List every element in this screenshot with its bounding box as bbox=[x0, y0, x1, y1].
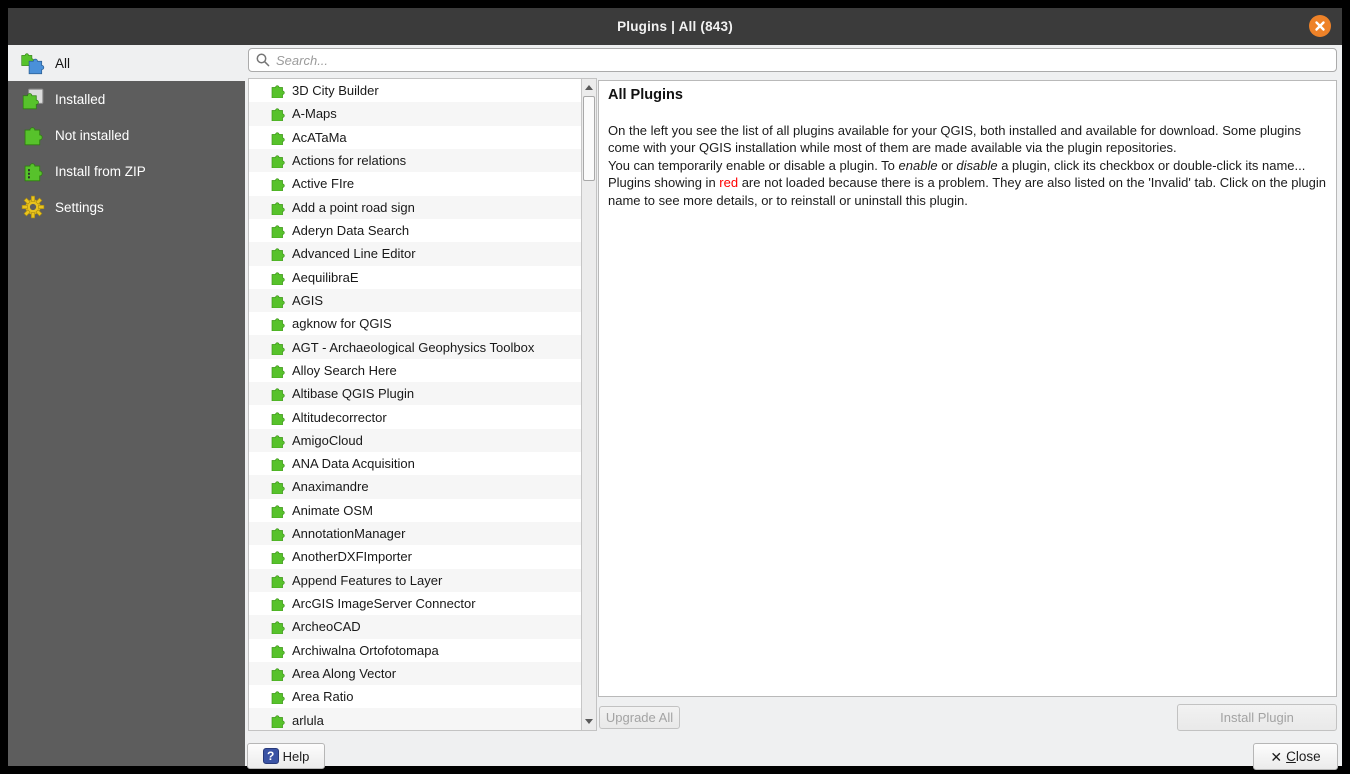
plugin-name: ANA Data Acquisition bbox=[292, 456, 415, 472]
plugin-name: AGIS bbox=[292, 292, 324, 308]
plugin-list-item[interactable] bbox=[249, 149, 581, 172]
plugin-list-item[interactable] bbox=[249, 405, 581, 428]
plugin-icon bbox=[270, 549, 285, 564]
sidebar-item-all[interactable] bbox=[8, 45, 245, 81]
plugin-icon bbox=[270, 643, 285, 658]
window-title: Plugins | All (843) bbox=[617, 19, 733, 34]
red-highlight-text: red bbox=[719, 175, 739, 191]
plugin-icon bbox=[270, 270, 285, 285]
plugin-icon bbox=[270, 386, 285, 401]
plugin-name: AnotherDXFImporter bbox=[292, 549, 412, 565]
plugin-icon bbox=[270, 176, 285, 191]
plugin-list-item[interactable] bbox=[249, 708, 581, 731]
plugin-list-item[interactable] bbox=[249, 79, 581, 102]
plugin-list-item[interactable] bbox=[249, 266, 581, 289]
search-icon bbox=[255, 52, 271, 68]
close-icon bbox=[1314, 20, 1326, 32]
plugin-list-item[interactable] bbox=[249, 335, 581, 358]
sidebar-item-settings[interactable] bbox=[8, 189, 245, 225]
plugin-name: Altibase QGIS Plugin bbox=[292, 386, 415, 402]
plugin-list-item[interactable] bbox=[249, 382, 581, 405]
plugin-icon bbox=[270, 479, 285, 494]
plugin-icon bbox=[270, 223, 285, 238]
plugin-name: AnnotationManager bbox=[292, 526, 406, 542]
plugin-name: Add a point road sign bbox=[292, 199, 415, 215]
plugin-name: arlula bbox=[292, 712, 324, 728]
close-x-icon: ✕ bbox=[1270, 748, 1283, 765]
plugin-name: AmigoCloud bbox=[292, 432, 363, 448]
plugin-name: 3D City Builder bbox=[292, 83, 379, 99]
plugin-name: Actions for relations bbox=[292, 153, 407, 169]
plugin-name: Active FIre bbox=[292, 176, 355, 192]
plugin-name: AGT - Archaeological Geophysics Toolbox bbox=[292, 339, 535, 355]
plugin-icon bbox=[270, 363, 285, 378]
install-plugin-button[interactable]: Install Plugin bbox=[1177, 704, 1337, 731]
plugin-icon bbox=[270, 456, 285, 471]
sidebar-item-label: Install from ZIP bbox=[55, 163, 146, 179]
help-icon: ? bbox=[263, 748, 279, 764]
plugin-name: Animate OSM bbox=[292, 502, 373, 518]
all-plugins-icon bbox=[19, 50, 46, 77]
sidebar-item-label: Installed bbox=[55, 91, 106, 107]
plugin-icon bbox=[270, 130, 285, 145]
scroll-down-arrow-icon[interactable] bbox=[582, 714, 596, 729]
plugin-list-item[interactable] bbox=[249, 126, 581, 149]
close-button[interactable]: ✕ Close bbox=[1253, 743, 1338, 770]
content-area bbox=[245, 45, 1342, 766]
plugin-list-item[interactable] bbox=[249, 452, 581, 475]
plugin-list-item[interactable] bbox=[249, 196, 581, 219]
plugin-list-rows bbox=[249, 79, 581, 730]
plugin-list-item[interactable] bbox=[249, 615, 581, 638]
search-box[interactable] bbox=[248, 48, 1337, 72]
plugin-list-scrollbar[interactable] bbox=[581, 79, 596, 730]
plugin-icon bbox=[270, 526, 285, 541]
plugin-name: Area Along Vector bbox=[292, 665, 397, 681]
plugin-list-item[interactable] bbox=[249, 592, 581, 615]
plugin-icon bbox=[270, 200, 285, 215]
plugin-icon bbox=[270, 666, 285, 681]
plugin-icon bbox=[270, 619, 285, 634]
install-zip-icon bbox=[19, 158, 46, 185]
plugin-name: ArcheoCAD bbox=[292, 619, 361, 635]
plugin-list-item[interactable] bbox=[249, 102, 581, 125]
plugin-icon bbox=[270, 106, 285, 121]
plugin-list-item[interactable] bbox=[249, 499, 581, 522]
plugin-list-item[interactable] bbox=[249, 685, 581, 708]
plugin-list-item[interactable] bbox=[249, 545, 581, 568]
window-close-button[interactable] bbox=[1309, 15, 1331, 37]
not-installed-icon bbox=[19, 122, 46, 149]
plugin-list bbox=[248, 78, 597, 731]
titlebar[interactable] bbox=[8, 8, 1342, 45]
plugin-icon bbox=[270, 246, 285, 261]
sidebar bbox=[8, 45, 245, 766]
sidebar-item-install-from-zip[interactable] bbox=[8, 153, 245, 189]
plugin-name: Append Features to Layer bbox=[292, 572, 443, 588]
plugin-list-item[interactable] bbox=[249, 242, 581, 265]
settings-gear-icon bbox=[19, 194, 46, 221]
plugin-icon bbox=[270, 433, 285, 448]
plugin-name: A-Maps bbox=[292, 106, 337, 122]
scrollbar-thumb[interactable] bbox=[583, 96, 595, 181]
plugin-name: agknow for QGIS bbox=[292, 316, 392, 332]
plugin-name: Area Ratio bbox=[292, 689, 354, 705]
details-paragraph-3: Plugins showing in red are not loaded because there is a problem. They are also listed on the 'Invalid' tab. Click on the plugin name to see more details, or to reinstall or uninstall this plugin. bbox=[608, 175, 1327, 208]
plugin-icon bbox=[270, 410, 285, 425]
plugin-icon bbox=[270, 713, 285, 728]
plugin-name: Aderyn Data Search bbox=[292, 223, 410, 239]
plugin-name: Altitudecorrector bbox=[292, 409, 387, 425]
plugin-icon bbox=[270, 573, 285, 588]
plugin-icon bbox=[270, 293, 285, 308]
scroll-up-arrow-icon[interactable] bbox=[582, 80, 596, 95]
plugin-name: AequilibraE bbox=[292, 269, 359, 285]
plugin-list-item[interactable] bbox=[249, 475, 581, 498]
upgrade-all-button[interactable]: Upgrade All bbox=[599, 706, 680, 729]
plugin-list-item[interactable] bbox=[249, 429, 581, 452]
plugin-list-item[interactable] bbox=[249, 662, 581, 685]
details-heading: All Plugins bbox=[608, 87, 683, 103]
plugin-list-item[interactable] bbox=[249, 359, 581, 382]
plugin-icon bbox=[270, 83, 285, 98]
sidebar-item-label: Settings bbox=[55, 199, 104, 215]
plugin-icon bbox=[270, 689, 285, 704]
plugin-icon bbox=[270, 316, 285, 331]
plugin-list-item[interactable] bbox=[249, 219, 581, 242]
plugin-name: ArcGIS ImageServer Connector bbox=[292, 596, 476, 612]
plugin-name: AcATaMa bbox=[292, 129, 347, 145]
help-button[interactable]: ? Help bbox=[247, 743, 325, 769]
details-paragraph-2: You can temporarily enable or disable a plugin. To enable or disable a plugin, click its checkbox or double-click its name... bbox=[608, 157, 1306, 173]
plugin-name: Archiwalna Ortofotomapa bbox=[292, 642, 439, 658]
plugin-list-item[interactable] bbox=[249, 289, 581, 312]
details-paragraph-1: On the left you see the list of all plugins available for your QGIS, both installed and available for download. Some plugins come with your QGIS installation while most of them are made available via the plugin repositories. bbox=[608, 123, 1302, 156]
plugin-name: Advanced Line Editor bbox=[292, 246, 416, 262]
plugin-icon bbox=[270, 503, 285, 518]
plugin-icon bbox=[270, 596, 285, 611]
plugin-list-item[interactable] bbox=[249, 172, 581, 195]
plugin-name: Alloy Search Here bbox=[292, 362, 397, 378]
installed-icon bbox=[19, 86, 46, 113]
plugin-icon bbox=[270, 340, 285, 355]
sidebar-item-label: All bbox=[55, 55, 71, 71]
sidebar-item-not-installed[interactable] bbox=[8, 117, 245, 153]
plugin-list-item[interactable] bbox=[249, 312, 581, 335]
plugin-icon bbox=[270, 153, 285, 168]
plugins-dialog-window bbox=[8, 8, 1342, 766]
search-input[interactable] bbox=[276, 53, 1330, 68]
plugin-list-item[interactable] bbox=[249, 639, 581, 662]
sidebar-item-label: Not installed bbox=[55, 127, 130, 143]
plugin-details-panel bbox=[598, 80, 1337, 697]
sidebar-item-installed[interactable] bbox=[8, 81, 245, 117]
plugin-list-item[interactable] bbox=[249, 569, 581, 592]
plugin-list-item[interactable] bbox=[249, 522, 581, 545]
plugin-name: Anaximandre bbox=[292, 479, 369, 495]
